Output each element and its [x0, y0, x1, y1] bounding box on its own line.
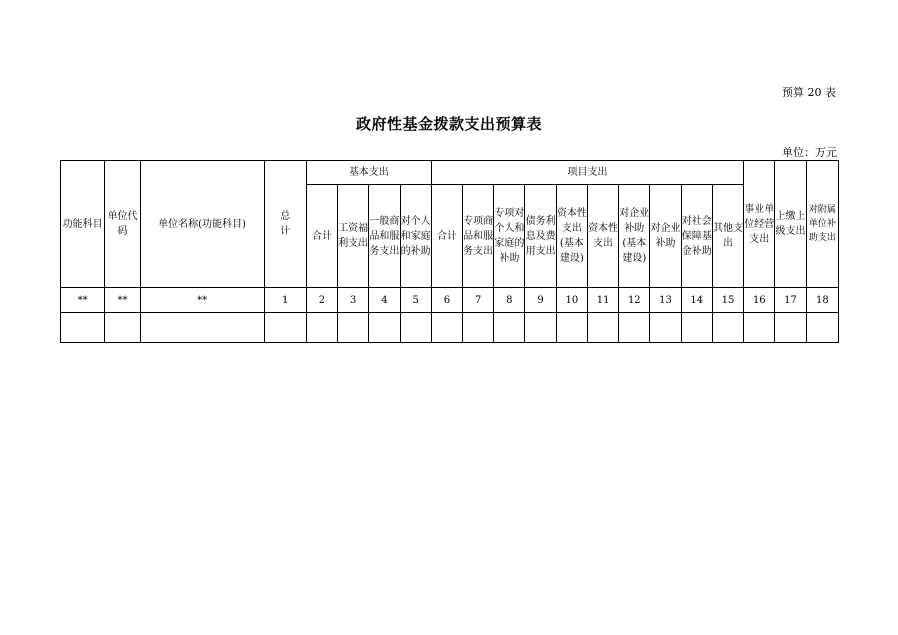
header-business: 事业单位经营支出: [744, 161, 775, 288]
header-basic-group: 基本支出: [306, 161, 431, 185]
unit-label: 单位：万元: [782, 146, 837, 159]
header-project-col: 资本性支出(基本建设): [556, 185, 587, 288]
table-row: [61, 313, 839, 343]
index-cell: 15: [712, 288, 743, 313]
index-cell: 18: [806, 288, 838, 313]
header-project-col: 其他支出: [712, 185, 743, 288]
table-cell: [712, 313, 743, 343]
header-total: 总计: [264, 161, 306, 288]
index-cell: 2: [306, 288, 337, 313]
header-project-col: 对企业补助(基本建设): [619, 185, 650, 288]
header-basic-col: 对个人和家庭的补助: [400, 185, 431, 288]
header-upper: 上缴上级支出: [775, 161, 806, 288]
index-cell: 14: [681, 288, 712, 313]
header-unit-name: 单位名称(功能科目): [140, 161, 264, 288]
header-project-col: 专项对个人和家庭的补助: [494, 185, 525, 288]
index-row: [61, 288, 839, 313]
table-cell: [556, 313, 587, 343]
index-cell: 12: [619, 288, 650, 313]
table-cell: [806, 313, 838, 343]
index-cell: 4: [369, 288, 400, 313]
index-cell: 5: [400, 288, 431, 313]
header-project-col: 资本性支出: [587, 185, 618, 288]
index-cell: 11: [587, 288, 618, 313]
table-cell: [431, 313, 462, 343]
index-cell: 1: [264, 288, 306, 313]
header-project-group: 项目支出: [431, 161, 743, 185]
budget-table: [60, 160, 839, 343]
table-cell: [650, 313, 681, 343]
table-cell: [61, 313, 105, 343]
header-func-subject: 功能科目: [61, 161, 105, 288]
index-cell: 10: [556, 288, 587, 313]
header-basic-col: 工资福利支出: [338, 185, 369, 288]
table-cell: [525, 313, 556, 343]
table-cell: [105, 313, 140, 343]
header-subsidy: 对附属单位补助支出: [806, 161, 838, 288]
header-project-col: 专项商品和服务支出: [463, 185, 494, 288]
table-cell: [140, 313, 264, 343]
header-basic-col: 一般商品和服务支出: [369, 185, 400, 288]
index-cell: 6: [431, 288, 462, 313]
header-project-col: 对企业补助: [650, 185, 681, 288]
table-cell: [494, 313, 525, 343]
table-cell: [264, 313, 306, 343]
index-cell: 3: [338, 288, 369, 313]
header-project-col: 合计: [431, 185, 462, 288]
index-cell: 8: [494, 288, 525, 313]
header-project-col: 对社会保障基金补助: [681, 185, 712, 288]
header-unit-code: 单位代码: [105, 161, 140, 288]
table-cell: [338, 313, 369, 343]
index-cell: **: [140, 288, 264, 313]
index-cell: 16: [744, 288, 775, 313]
table-cell: [463, 313, 494, 343]
index-cell: 9: [525, 288, 556, 313]
table-cell: [306, 313, 337, 343]
index-cell: 17: [775, 288, 806, 313]
table-cell: [400, 313, 431, 343]
page-title: 政府性基金拨款支出预算表: [355, 115, 542, 133]
table-cell: [775, 313, 806, 343]
header-project-col: 债务利息及费用支出: [525, 185, 556, 288]
index-cell: **: [61, 288, 105, 313]
table-cell: [744, 313, 775, 343]
index-cell: 7: [463, 288, 494, 313]
table-cell: [369, 313, 400, 343]
index-cell: 13: [650, 288, 681, 313]
index-cell: **: [105, 288, 140, 313]
form-number: 预算 20 表: [782, 86, 836, 99]
header-basic-col: 合计: [306, 185, 337, 288]
table-cell: [587, 313, 618, 343]
table-cell: [681, 313, 712, 343]
table-cell: [619, 313, 650, 343]
